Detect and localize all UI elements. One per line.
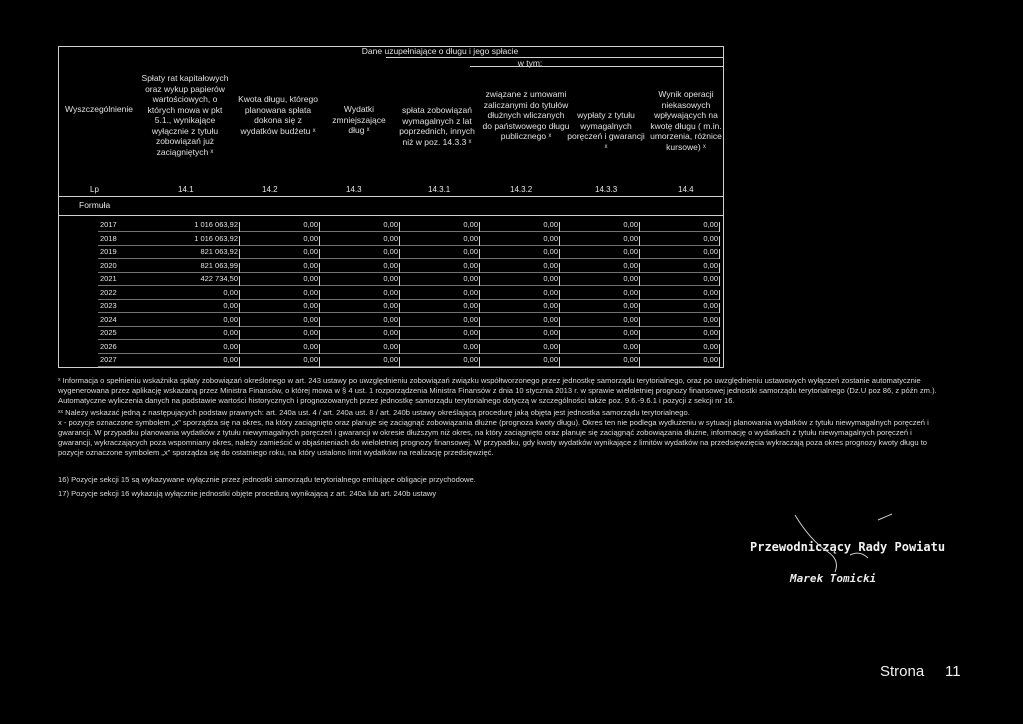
row-year: 2022 <box>100 287 117 297</box>
row-value: 0,00 <box>703 274 718 283</box>
lp-number: 14.3 <box>346 185 362 194</box>
row-value: 0,00 <box>303 314 318 324</box>
row-value: 0,00 <box>623 287 638 297</box>
note-1: ˣ Informacja o spełnieniu wskaźnika spłaty zobowiązań określonego w art. 243 ustawy po uwzględnieniu zobowiązań związku współtworzonego przez jednostkę samorządu terytorialnego, oraz po uwzględnieniu ustawowych wyłączeń zostanie automatycznie wygenerowana przez aplikację wskazaną przez Ministra Finansów, o której mowa w § 4 ust. 1 rozporządzenia Ministra Finansów z dnia 10 stycznia 2013 r. w sprawie wieloletniej prognozy finansowej jednostki samorządu terytorialnego (Dz.U poz 86, z późn zm.). Automatyczne wyliczenia danych na podstawie wartości historycznych i prognozowanych przez jednostkę samorządu terytorialnego dotyczą w szczególności także poz. 9.6.-9.6.1 i pozycji z sekcji nr 16. <box>58 376 937 405</box>
table-subtitle: w tym: <box>517 58 543 68</box>
lp-number: 14.3.2 <box>510 185 533 194</box>
row-year: 2018 <box>100 233 117 243</box>
row-underline <box>98 272 720 273</box>
row-underline <box>98 312 720 313</box>
header-bottom-line <box>58 196 724 197</box>
row-value: 0,00 <box>463 287 478 297</box>
header-zwiazane-z-umowami: związane z umowami zaliczanymi do tytułów dłużnych wliczanych do państwowego długu publicznego ˣ <box>482 89 570 141</box>
row-value: 0,00 <box>543 220 558 229</box>
header-splaty-rat: Spłaty rat kapitałowych oraz wykup papierów wartościowych, o których mowa w pkt 5.1., wynikające wyłącznie z tytułu zobowiązań już zaciągniętych ˣ <box>141 73 229 157</box>
row-value: 0,00 <box>303 274 318 283</box>
note-2: ˣˣ Należy wskazać jedną z następujących podstaw prawnych: art. 240a ust. 4 / art. 240a ust. 8 / art. 240b ustawy określającą procedurę jaką objęta jest jednostka samorządu terytorialnego. <box>58 408 690 417</box>
lp-number: 14.3.3 <box>595 185 618 194</box>
row-value: 0,00 <box>623 233 638 243</box>
row-value: 0,00 <box>383 355 398 364</box>
row-underline <box>98 353 720 354</box>
row-value: 0,00 <box>383 287 398 297</box>
row-value: 0,00 <box>383 247 398 256</box>
row-value: 0,00 <box>703 301 718 310</box>
row-value: 0,00 <box>703 341 718 351</box>
row-value: 0,00 <box>303 220 318 229</box>
row-value: 422 734,50 <box>200 274 238 283</box>
table-left-border <box>58 46 59 368</box>
note-3: x - pozycje oznaczone symbolem „x” sporządza się na okres, na który zaciągnięto oraz planuje się zaciągnąć zobowiązania dłużne (prognoza kwoty długu). Okres ten nie podlega wydłużeniu w sytuacji planowania wydatków z tytułu niewymagalnych poręczeń i gwarancji. W przypadku planowania wydatków z tytułu niewymagalnych poręczeń i gwarancji w okresie dłuższym niż okres, na który zaciągnięto oraz planuje się zaciągnąć zobowiązania dłużne, informację o wydatkach z tytułu niewymagalnych poręczeń i gwarancji, wykraczających poza wspomniany okres, należy zamieścić w objaśnieniach do wieloletniej prognozy finansowej. W przypadku, gdy kwoty wydatków wynikające z limitów wydatków na przedsięwzięcia wykraczają poza okres prognozy kwoty długu to pozycje oznaczone symbolem „x” sporządza się do ostatniego roku, na który ustalono limit wydatków na realizację przedsięwzięć. <box>58 418 929 457</box>
signature-name: Marek Tomicki <box>790 572 877 585</box>
row-value: 0,00 <box>463 355 478 364</box>
row-value: 0,00 <box>463 314 478 324</box>
page-number: 11 <box>945 663 961 680</box>
row-value: 0,00 <box>463 328 478 337</box>
row-value: 0,00 <box>383 260 398 270</box>
row-value: 1 016 063,92 <box>194 220 238 229</box>
table-title: Dane uzupełniające o długu i jego spłacie <box>361 46 519 56</box>
row-value: 0,00 <box>463 260 478 270</box>
row-value: 0,00 <box>703 220 718 229</box>
row-value: 0,00 <box>623 247 638 256</box>
row-value: 0,00 <box>383 341 398 351</box>
row-value: 0,00 <box>223 328 238 337</box>
signature-scribble <box>790 510 900 580</box>
header-wyszczegolnienie: Wyszczególnienie <box>65 104 133 114</box>
row-year: 2025 <box>100 328 117 337</box>
row-value: 0,00 <box>623 301 638 310</box>
row-value: 0,00 <box>303 341 318 351</box>
row-underline <box>98 245 720 246</box>
row-value: 0,00 <box>623 355 638 364</box>
row-value: 0,00 <box>703 233 718 243</box>
row-underline <box>98 231 720 232</box>
row-value: 0,00 <box>383 274 398 283</box>
row-value: 0,00 <box>463 301 478 310</box>
row-value: 0,00 <box>543 341 558 351</box>
row-value: 0,00 <box>383 314 398 324</box>
row-value: 0,00 <box>543 233 558 243</box>
lp-number: 14.2 <box>262 185 278 194</box>
lp-number: 14.4 <box>678 185 694 194</box>
note-16: 16) Pozycje sekcji 15 są wykazywane wyłącznie przez jednostki samorządu terytorialnego emitujące obligacje przychodowe. <box>58 475 476 484</box>
row-value: 0,00 <box>543 301 558 310</box>
formula-line <box>58 215 724 216</box>
row-value: 0,00 <box>623 220 638 229</box>
row-year: 2017 <box>100 220 117 229</box>
row-value: 0,00 <box>383 301 398 310</box>
row-value: 0,00 <box>383 328 398 337</box>
row-underline <box>98 299 720 300</box>
row-value: 0,00 <box>703 287 718 297</box>
header-wydatki-zmniejszajace: Wydatki zmniejszające dług ˣ <box>332 104 386 135</box>
row-value: 821 063,92 <box>200 247 238 256</box>
lp-number: 14.3.1 <box>428 185 451 194</box>
row-underline <box>98 366 720 367</box>
row-year: 2021 <box>100 274 117 283</box>
row-value: 0,00 <box>383 233 398 243</box>
row-value: 0,00 <box>303 287 318 297</box>
row-value: 0,00 <box>463 220 478 229</box>
table-bottom-border <box>58 367 724 368</box>
row-value: 0,00 <box>623 328 638 337</box>
lp-label: Lp <box>90 185 99 194</box>
row-value: 0,00 <box>543 328 558 337</box>
signature-title: Przewodniczący Rady Powiatu <box>750 540 946 554</box>
row-value: 0,00 <box>543 260 558 270</box>
row-value: 0,00 <box>703 355 718 364</box>
formula-label: Formuła <box>79 200 111 210</box>
row-year: 2023 <box>100 301 117 310</box>
row-value: 0,00 <box>303 301 318 310</box>
row-value: 0,00 <box>543 287 558 297</box>
row-value: 0,00 <box>703 247 718 256</box>
row-value: 0,00 <box>703 314 718 324</box>
row-underline <box>98 339 720 340</box>
row-value: 0,00 <box>383 220 398 229</box>
header-splata-zobowiazan: spłata zobowiązań wymagalnych z lat poprzednich, innych niż w poz. 14.3.3 ˣ <box>399 105 475 147</box>
page-label: Strona <box>880 663 925 680</box>
row-value: 0,00 <box>223 287 238 297</box>
row-value: 821 063,99 <box>200 260 238 270</box>
row-underline <box>98 326 720 327</box>
row-value: 0,00 <box>223 341 238 351</box>
row-value: 0,00 <box>223 301 238 310</box>
row-value: 0,00 <box>463 341 478 351</box>
header-kwota-dlugu: Kwota długu, którego planowana spłata dokona się z wydatków budżetu ˣ <box>238 94 318 136</box>
row-value: 0,00 <box>303 260 318 270</box>
row-value: 0,00 <box>623 314 638 324</box>
row-value: 0,00 <box>303 355 318 364</box>
row-underline <box>98 258 720 259</box>
row-value: 0,00 <box>223 314 238 324</box>
row-value: 0,00 <box>703 328 718 337</box>
row-year: 2020 <box>100 260 117 270</box>
header-wyplaty: wypłaty z tytułu wymagalnych poręczeń i gwarancji ˣ <box>567 110 645 152</box>
row-year: 2019 <box>100 247 117 256</box>
row-value: 0,00 <box>223 355 238 364</box>
row-value: 0,00 <box>303 233 318 243</box>
row-value: 0,00 <box>703 260 718 270</box>
row-value: 0,00 <box>543 274 558 283</box>
header-wynik-operacji: Wynik operacji niekasowych wpływających na kwotę długu ( m.in. umorzenia, różnice kursowe) ˣ <box>650 89 722 152</box>
row-year: 2026 <box>100 341 117 351</box>
row-value: 0,00 <box>303 247 318 256</box>
row-value: 0,00 <box>543 314 558 324</box>
note-17: 17) Pozycje sekcji 16 wykazują wyłącznie jednostki objęte procedurą wynikającą z art. 240a lub art. 240b ustawy <box>58 489 437 498</box>
row-value: 0,00 <box>623 341 638 351</box>
row-value: 0,00 <box>463 274 478 283</box>
row-value: 0,00 <box>543 355 558 364</box>
row-underline <box>98 285 720 286</box>
row-value: 0,00 <box>463 233 478 243</box>
row-value: 0,00 <box>623 260 638 270</box>
row-year: 2027 <box>100 355 117 364</box>
row-value: 0,00 <box>623 274 638 283</box>
lp-number: 14.1 <box>178 185 194 194</box>
row-value: 0,00 <box>303 328 318 337</box>
row-value: 0,00 <box>463 247 478 256</box>
row-year: 2024 <box>100 314 117 324</box>
row-value: 0,00 <box>543 247 558 256</box>
row-value: 1 016 063,92 <box>194 233 238 243</box>
